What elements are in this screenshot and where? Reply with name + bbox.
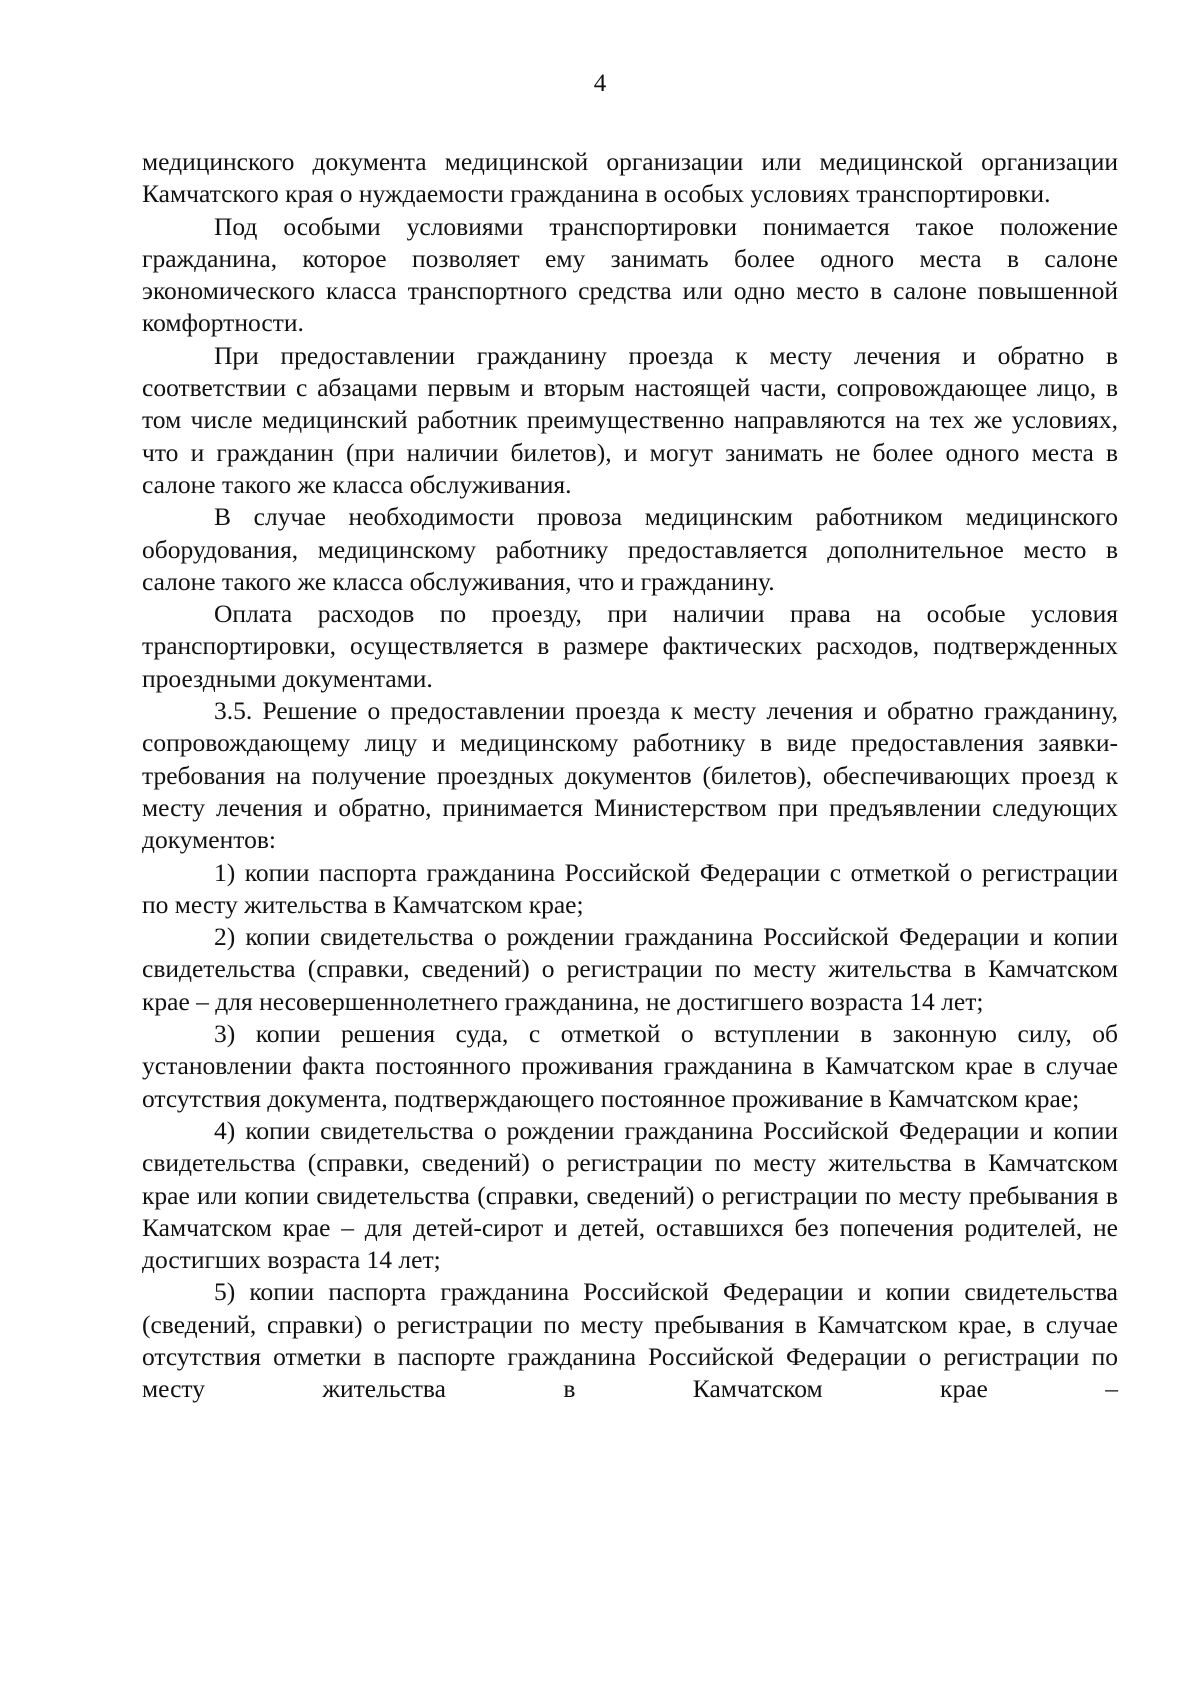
paragraph-continuation: медицинского документа медицинской организации или медицинской организации Камчатского края о нуждаемости гражданина в особых условиях транспортировки. (142, 147, 1118, 209)
paragraph-section-3-5: 3.5. Решение о предоставлении проезда к месту лечения и обратно гражданину, сопровождающему лицу и медицинскому работнику в виде предоставления заявки-требования на получение проездных документов (билетов), обеспечивающих проезд к месту лечения и обратно, принимается Министерством при предъявлении следующих документов: (142, 696, 1118, 855)
paragraph-accompanying-person: При предоставлении гражданину проезда к месту лечения и обратно в соответствии с абзацами первым и вторым настоящей части, сопровождающее лицо, в том числе медицинский работник преимущественно направляются на тех же условиях, что и гражданин (при наличии билетов), и могут занимать не более одного места в салоне такого же класса обслуживания. (142, 340, 1118, 499)
list-item-1: 1) копии паспорта гражданина Российской Федерации с отметкой о регистрации по месту жительства в Камчатском крае; (142, 857, 1118, 919)
paragraph-special-conditions-definition: Под особыми условиями транспортировки понимается такое положение гражданина, которое позволяет ему занимать более одного места в салоне экономического класса транспортного средства или одно место в салоне повышенной комфортности. (142, 211, 1118, 338)
list-item-3: 3) копии решения суда, с отметкой о вступлении в законную силу, об установлении факта постоянного проживания гражданина в Камчатском крае в случае отсутствия документа, подтверждающего постоянное проживание в Камчатском крае; (142, 1019, 1118, 1113)
document-body (142, 146, 1118, 1406)
list-item-5: 5) копии паспорта гражданина Российской Федерации и копии свидетельства (сведений, справки) о регистрации по месту пребывания в Камчатском крае, в случае отсутствия отметки в паспорте гражданина Российской Федерации о регистрации по месту жительства в Камчатском крае – (142, 1277, 1118, 1404)
paragraph-payment: Оплата расходов по проезду, при наличии права на особые условия транспортировки, осуществляется в размере фактических расходов, подтвержденных проездными документами. (142, 599, 1118, 693)
list-item-2: 2) копии свидетельства о рождении гражданина Российской Федерации и копии свидетельства (справки, сведений) о регистрации по месту жительства в Камчатском крае – для несовершеннолетнего гражданина, не достигшего возраста 14 лет; (142, 922, 1118, 1016)
page-number: 4 (593, 70, 607, 97)
list-item-4: 4) копии свидетельства о рождении гражданина Российской Федерации и копии свидетельства (справки, сведений) о регистрации по месту жительства в Камчатском крае или копии свидетельства (справки, сведений) о регистрации по месту пребывания в Камчатском крае – для детей-сирот и детей, оставшихся без попечения родителей, не достигших возраста 14 лет; (142, 1115, 1118, 1275)
paragraph-medical-equipment: В случае необходимости провоза медицинским работником медицинского оборудования, медицинскому работнику предоставляется дополнительное место в салоне такого же класса обслуживания, что и гражданину. (142, 502, 1118, 596)
